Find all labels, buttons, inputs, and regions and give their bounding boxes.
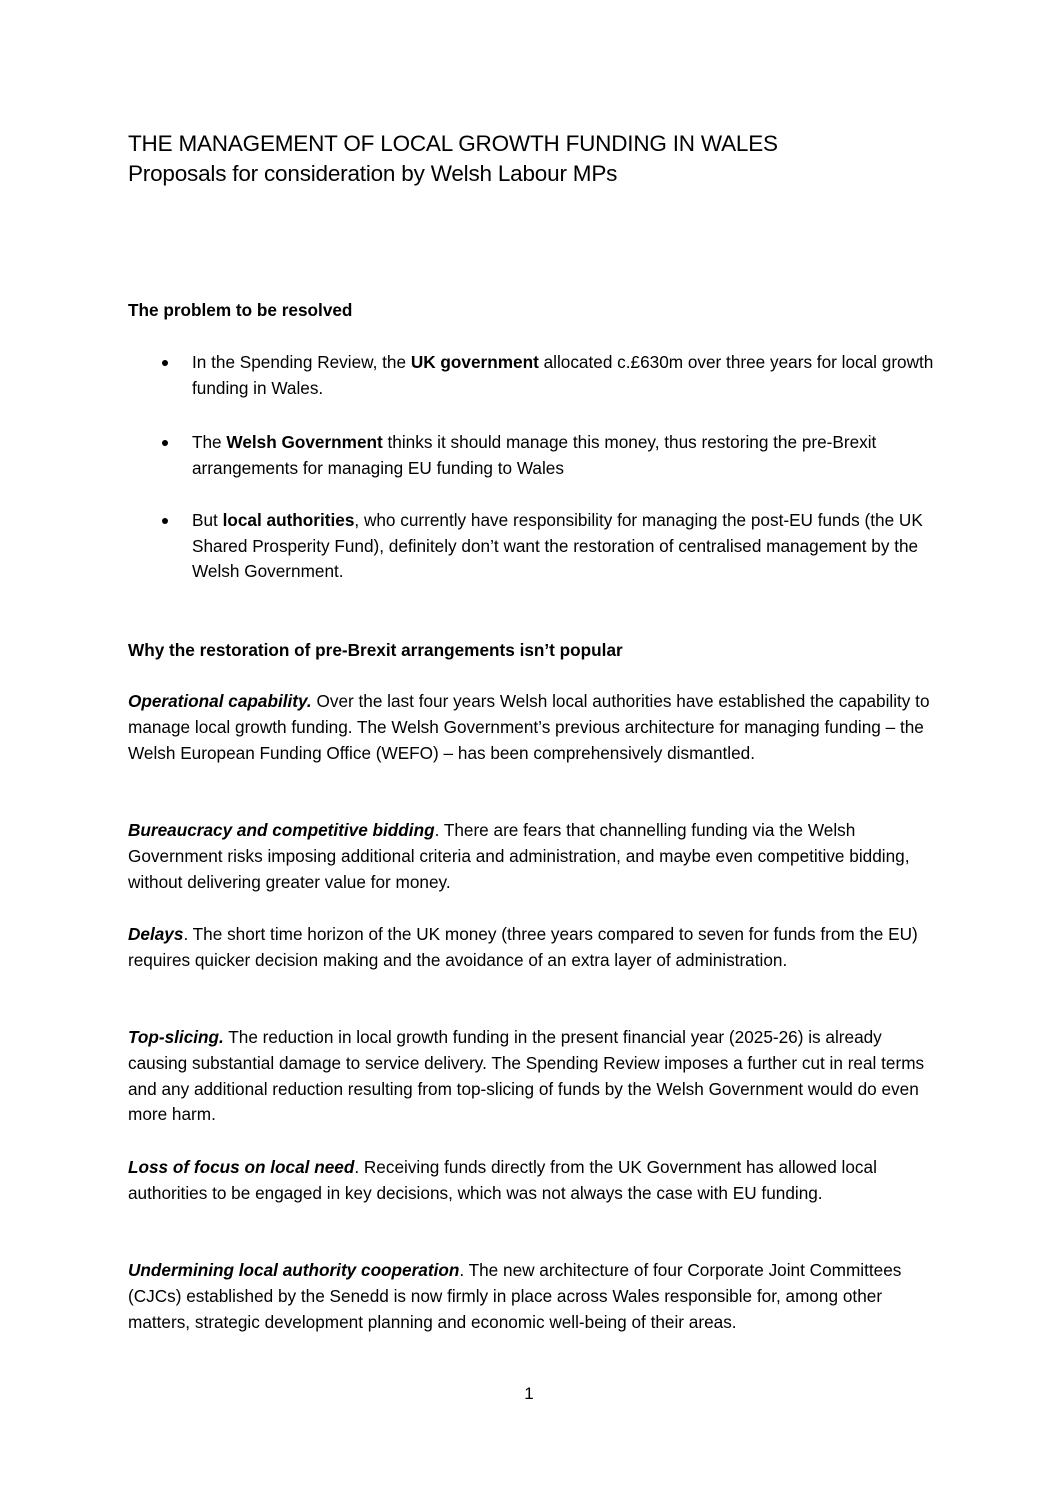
paragraph-bureaucracy: Bureaucracy and competitive bidding. There are fears that channelling funding via the Welsh Government risks imposing additional criteria and administration, and maybe even competitive bidding, without delivering greater value for money. xyxy=(128,820,910,892)
paragraph-cooperation: Undermining local authority cooperation. The new architecture of four Corporate Joint Committees (CJCs) established by the Senedd is now firmly in place across Wales responsible for, among other matters, strategic development planning and economic well-being of their areas. xyxy=(128,1260,902,1332)
section-heading-problem: The problem to be resolved xyxy=(128,300,353,320)
bullet-text: In the Spending Review, the UK government allocated c.£630m over three years for local growth funding in Wales. xyxy=(192,352,934,398)
paragraph-top-slicing: Top-slicing. The reduction in local growth funding in the present financial year (2025-26) is already causing substantial damage to service delivery. The Spending Review imposes a further cut in real terms and any additional reduction resulting from top-slicing of funds by the Welsh Government would do even more harm. xyxy=(128,1027,925,1125)
paragraph-local-need: Loss of focus on local need. Receiving funds directly from the UK Government has allowed local authorities to be engaged in key decisions, which was not always the case with EU funding. xyxy=(128,1157,877,1203)
paragraph-operational-capability: Operational capability. Over the last four years Welsh local authorities have established the capability to manage local growth funding. The Welsh Government’s previous architecture for managing funding – the Welsh European Funding Office (WEFO) – has been comprehensively dismantled. xyxy=(128,691,930,763)
bullet-text: The Welsh Government thinks it should manage this money, thus restoring the pre-Brexit arrangements for managing EU funding to Wales xyxy=(192,432,877,478)
bullet-icon xyxy=(162,360,168,366)
page-number: 1 xyxy=(524,1384,534,1403)
bullet-text: But local authorities, who currently have responsibility for managing the post-EU funds (the UK Shared Prosperity Fund), definitely don’t want the restoration of centralised management by the Welsh Government. xyxy=(192,510,923,582)
bullet-icon xyxy=(162,518,168,524)
document-subtitle: Proposals for consideration by Welsh Labour MPs xyxy=(128,161,618,186)
document-title: THE MANAGEMENT OF LOCAL GROWTH FUNDING IN WALES xyxy=(128,131,778,156)
paragraph-delays: Delays. The short time horizon of the UK money (three years compared to seven for funds from the EU) requires quicker decision making and the avoidance of an extra layer of administration. xyxy=(128,924,918,970)
bullet-icon xyxy=(162,440,168,446)
section-heading-why: Why the restoration of pre-Brexit arrangements isn’t popular xyxy=(128,640,623,660)
title-block xyxy=(128,129,778,189)
